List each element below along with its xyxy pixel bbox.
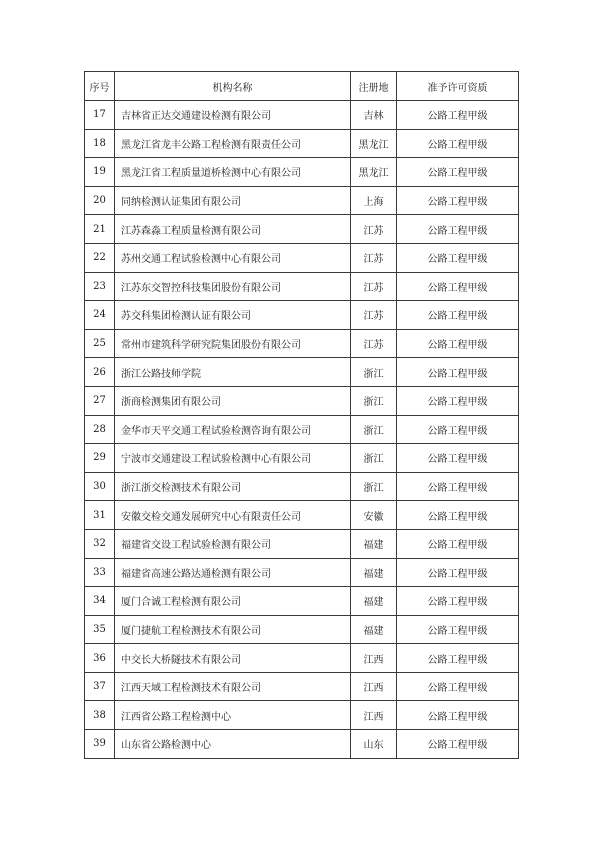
row-number: 29 xyxy=(85,444,115,473)
table-row xyxy=(85,358,519,387)
institution-name: 浙江公路技师学院 xyxy=(115,358,351,387)
institution-name: 厦门合诚工程检测有限公司 xyxy=(115,587,351,616)
table-row xyxy=(85,243,519,272)
institution-name: 中交长大桥隧技术有限公司 xyxy=(115,644,351,673)
qualification: 公路工程甲级 xyxy=(397,329,519,358)
table-row xyxy=(85,272,519,301)
row-number: 18 xyxy=(85,129,115,158)
table-body xyxy=(85,101,519,759)
row-number: 33 xyxy=(85,558,115,587)
table-row xyxy=(85,529,519,558)
row-number: 21 xyxy=(85,215,115,244)
qualification: 公路工程甲级 xyxy=(397,730,519,759)
institution-name: 宁波市交通建设工程试验检测中心有限公司 xyxy=(115,444,351,473)
row-number: 25 xyxy=(85,329,115,358)
registration-location: 浙江 xyxy=(351,472,397,501)
qualification: 公路工程甲级 xyxy=(397,587,519,616)
row-number: 37 xyxy=(85,672,115,701)
registration-location: 福建 xyxy=(351,558,397,587)
header-row xyxy=(85,72,519,101)
table-row xyxy=(85,101,519,130)
table-row xyxy=(85,329,519,358)
table-header xyxy=(85,72,519,101)
table-row xyxy=(85,415,519,444)
institution-name: 安徽交检交通发展研究中心有限责任公司 xyxy=(115,501,351,530)
registration-location: 山东 xyxy=(351,730,397,759)
institution-name: 江苏东交智控科技集团股份有限公司 xyxy=(115,272,351,301)
registration-location: 浙江 xyxy=(351,358,397,387)
registration-location: 江西 xyxy=(351,672,397,701)
qualification: 公路工程甲级 xyxy=(397,301,519,330)
registration-location: 安徽 xyxy=(351,501,397,530)
row-number: 38 xyxy=(85,701,115,730)
table-row xyxy=(85,472,519,501)
table-row xyxy=(85,644,519,673)
qualification: 公路工程甲级 xyxy=(397,243,519,272)
qualification: 公路工程甲级 xyxy=(397,186,519,215)
institution-name: 金华市天平交通工程试验检测咨询有限公司 xyxy=(115,415,351,444)
institution-name: 福建省高速公路达通检测有限公司 xyxy=(115,558,351,587)
qualification: 公路工程甲级 xyxy=(397,129,519,158)
qualification: 公路工程甲级 xyxy=(397,501,519,530)
row-number: 34 xyxy=(85,587,115,616)
table-row xyxy=(85,129,519,158)
qualification: 公路工程甲级 xyxy=(397,644,519,673)
institution-name: 苏州交通工程试验检测中心有限公司 xyxy=(115,243,351,272)
registration-location: 吉林 xyxy=(351,101,397,130)
table-row xyxy=(85,301,519,330)
registration-location: 江西 xyxy=(351,701,397,730)
row-number: 28 xyxy=(85,415,115,444)
table-row xyxy=(85,672,519,701)
row-number: 22 xyxy=(85,243,115,272)
qualification: 公路工程甲级 xyxy=(397,529,519,558)
qualification: 公路工程甲级 xyxy=(397,215,519,244)
table-row xyxy=(85,158,519,187)
institution-name: 浙江浙交检测技术有限公司 xyxy=(115,472,351,501)
institution-name: 吉林省正达交通建设检测有限公司 xyxy=(115,101,351,130)
row-number: 17 xyxy=(85,101,115,130)
table-row xyxy=(85,615,519,644)
row-number: 23 xyxy=(85,272,115,301)
institution-name: 江苏森淼工程质量检测有限公司 xyxy=(115,215,351,244)
registration-location: 福建 xyxy=(351,615,397,644)
registration-location: 黑龙江 xyxy=(351,129,397,158)
registration-location: 江苏 xyxy=(351,243,397,272)
row-number: 32 xyxy=(85,529,115,558)
institution-name: 黑龙江省工程质量道桥检测中心有限公司 xyxy=(115,158,351,187)
row-number: 26 xyxy=(85,358,115,387)
table-row xyxy=(85,730,519,759)
institution-name: 浙商检测集团有限公司 xyxy=(115,386,351,415)
qualification: 公路工程甲级 xyxy=(397,672,519,701)
row-number: 36 xyxy=(85,644,115,673)
institution-name: 厦门捷航工程检测技术有限公司 xyxy=(115,615,351,644)
header-num: 序号 xyxy=(85,72,115,101)
registration-location: 江苏 xyxy=(351,272,397,301)
header-name: 机构名称 xyxy=(115,72,351,101)
institution-name: 同纳检测认证集团有限公司 xyxy=(115,186,351,215)
registration-location: 浙江 xyxy=(351,415,397,444)
qualification: 公路工程甲级 xyxy=(397,472,519,501)
table-row xyxy=(85,558,519,587)
registration-location: 福建 xyxy=(351,529,397,558)
row-number: 35 xyxy=(85,615,115,644)
header-location: 注册地 xyxy=(351,72,397,101)
table-row xyxy=(85,587,519,616)
row-number: 30 xyxy=(85,472,115,501)
registration-location: 江苏 xyxy=(351,301,397,330)
registration-location: 江西 xyxy=(351,644,397,673)
qualification: 公路工程甲级 xyxy=(397,558,519,587)
qualification: 公路工程甲级 xyxy=(397,101,519,130)
qualification: 公路工程甲级 xyxy=(397,701,519,730)
registration-location: 福建 xyxy=(351,587,397,616)
qualification: 公路工程甲级 xyxy=(397,272,519,301)
registration-location: 黑龙江 xyxy=(351,158,397,187)
qualification: 公路工程甲级 xyxy=(397,444,519,473)
row-number: 31 xyxy=(85,501,115,530)
institution-table xyxy=(84,71,519,759)
institution-name: 苏交科集团检测认证有限公司 xyxy=(115,301,351,330)
institution-name: 常州市建筑科学研究院集团股份有限公司 xyxy=(115,329,351,358)
header-qualification: 准予许可资质 xyxy=(397,72,519,101)
row-number: 39 xyxy=(85,730,115,759)
institution-name: 江西天域工程检测技术有限公司 xyxy=(115,672,351,701)
qualification: 公路工程甲级 xyxy=(397,158,519,187)
qualification: 公路工程甲级 xyxy=(397,415,519,444)
registration-location: 浙江 xyxy=(351,386,397,415)
table-row xyxy=(85,701,519,730)
row-number: 27 xyxy=(85,386,115,415)
row-number: 20 xyxy=(85,186,115,215)
qualification: 公路工程甲级 xyxy=(397,358,519,387)
table-row xyxy=(85,386,519,415)
institution-name: 福建省交设工程试验检测有限公司 xyxy=(115,529,351,558)
table-row xyxy=(85,444,519,473)
registration-location: 上海 xyxy=(351,186,397,215)
table-row xyxy=(85,501,519,530)
registration-location: 江苏 xyxy=(351,215,397,244)
qualification: 公路工程甲级 xyxy=(397,615,519,644)
row-number: 19 xyxy=(85,158,115,187)
qualification: 公路工程甲级 xyxy=(397,386,519,415)
table-row xyxy=(85,215,519,244)
institution-name: 黑龙江省龙丰公路工程检测有限责任公司 xyxy=(115,129,351,158)
institution-name: 山东省公路检测中心 xyxy=(115,730,351,759)
registration-location: 江苏 xyxy=(351,329,397,358)
row-number: 24 xyxy=(85,301,115,330)
table-row xyxy=(85,186,519,215)
institution-name: 江西省公路工程检测中心 xyxy=(115,701,351,730)
registration-location: 浙江 xyxy=(351,444,397,473)
